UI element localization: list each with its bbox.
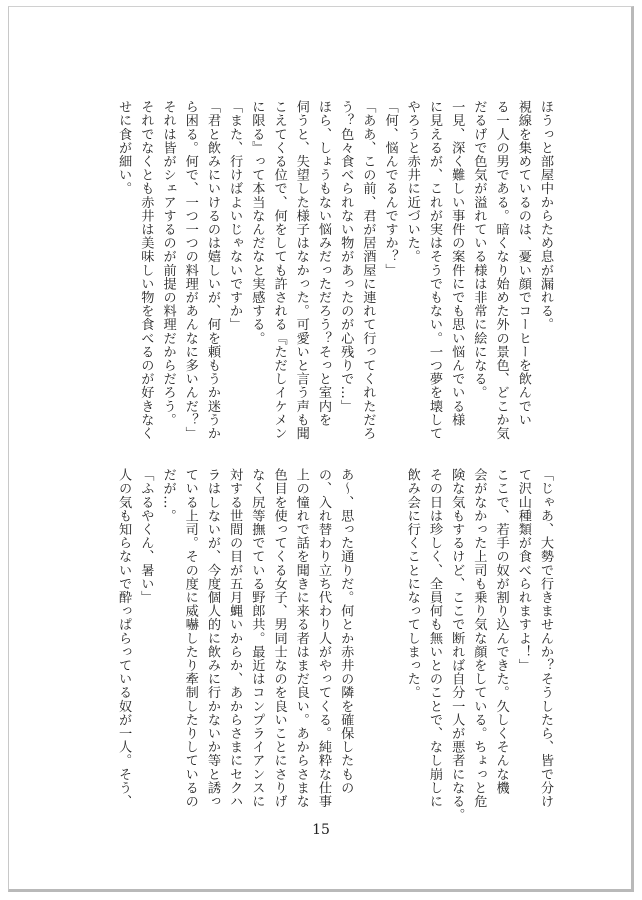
text-line: 「ふるやくん、暑い」 [138, 468, 154, 604]
text-line: 対する世間の目が五月蝿いからか、あからさまにセクハ [227, 468, 243, 808]
text-line: 視線を集めているのは、憂い顔でコーヒーを飲んでい [515, 100, 531, 427]
text-line: 人の気も知らないで酔っぱらっている奴が一人。そう、 [116, 468, 132, 808]
text-line: う？色々食べられない物があったのが心残りで…」 [338, 100, 354, 413]
text-line: ら困る。何で、一つ一つの料理があんなに多いんだ？」 [182, 100, 198, 440]
text-line: て沢山種類が食べられますよ！」 [515, 468, 531, 672]
lower-text-block [112, 468, 556, 822]
text-line: なく尻等撫でている野郎共。最近はコンプライアンスに [249, 468, 265, 808]
text-line: 飲み会に行くことになってしまった。 [404, 468, 420, 700]
text-line: だるげで色気が溢れている様は非常に絵になる。 [471, 100, 487, 400]
text-line: ほら、しょうもない悩みだっただろう？そっと室内を [315, 100, 331, 427]
blank-line [378, 468, 400, 812]
blank-line [356, 468, 378, 812]
text-line: に見えるが、これが実はそうでもない。一つ夢を壊して [426, 100, 442, 440]
text-line: 会がなかった上司も乗り気な顔をしている。ちょっと危 [471, 468, 487, 808]
text-line: 上の憧れで話を聞きに来る者はまだ良い。あからさまな [293, 468, 309, 808]
text-line: だが…。 [160, 468, 176, 523]
text-line: それでなくとも赤井は美味しい物を食べるのが好きなく [138, 100, 154, 440]
text-line: それは皆がシェアするのが前提の料理だからだろう。 [160, 100, 176, 427]
text-line: 「また、行けばよいじゃないですか」 [227, 100, 243, 332]
text-line: 「ああ、この前、君が居酒屋に連れて行ってくれただろ [360, 100, 376, 440]
text-line: ほうっと部屋中からため息が漏れる。 [538, 100, 553, 332]
page-number: 15 [312, 822, 330, 838]
text-line: ラはしないが、今度個人的に飲みに行かないか等と誘っ [204, 468, 220, 808]
text-line: 色目を使ってくる女子、男同士なのを良いことにさりげ [271, 468, 287, 808]
text-line: ここで、若手の奴が割り込んできた。久しくそんな機 [493, 468, 509, 795]
text-line: やろうと赤井に近づいた。 [404, 100, 420, 264]
text-line: 険な気もするけど、ここで断れば自分一人が悪者になる。 [449, 468, 465, 822]
text-line: 伺うと、失望した様子はなかった。可愛いと言う声も聞 [293, 100, 309, 440]
text-line: に限る』って本当なんだなと実感する。 [249, 100, 265, 345]
text-line: せに食が細い。 [116, 100, 132, 196]
text-line: その日は珍しく、全員何も無いとのことで、なし崩しに [426, 468, 442, 808]
text-line: ている上司。その度に威嚇したり牽制したりしているの [182, 468, 198, 808]
text-line: の、入れ替わり立ち代わり人がやってくる。純粋な仕事 [315, 468, 331, 808]
text-line: あ〜、思った通りだ。何とか赤井の隣を確保したもの [338, 468, 354, 795]
text-line: る一人の男である。暗くなり始めた外の景色、どこか気 [493, 100, 509, 440]
text-line: 「何、悩んでるんですか？」 [382, 100, 398, 277]
text-line: こえてくる位で、何をしても許される『ただしイケメン [271, 100, 287, 440]
text-line: 一見、深く難しい事件の案件にでも思い悩んでいる様 [449, 100, 465, 427]
text-line: 「君と飲みにいけるのは嬉しいが、何を頼もうか迷うか [204, 100, 220, 440]
text-line: 「じゃあ、大勢で行きませんか？そうしたら、皆で分け [538, 468, 553, 808]
upper-text-block [112, 100, 556, 438]
